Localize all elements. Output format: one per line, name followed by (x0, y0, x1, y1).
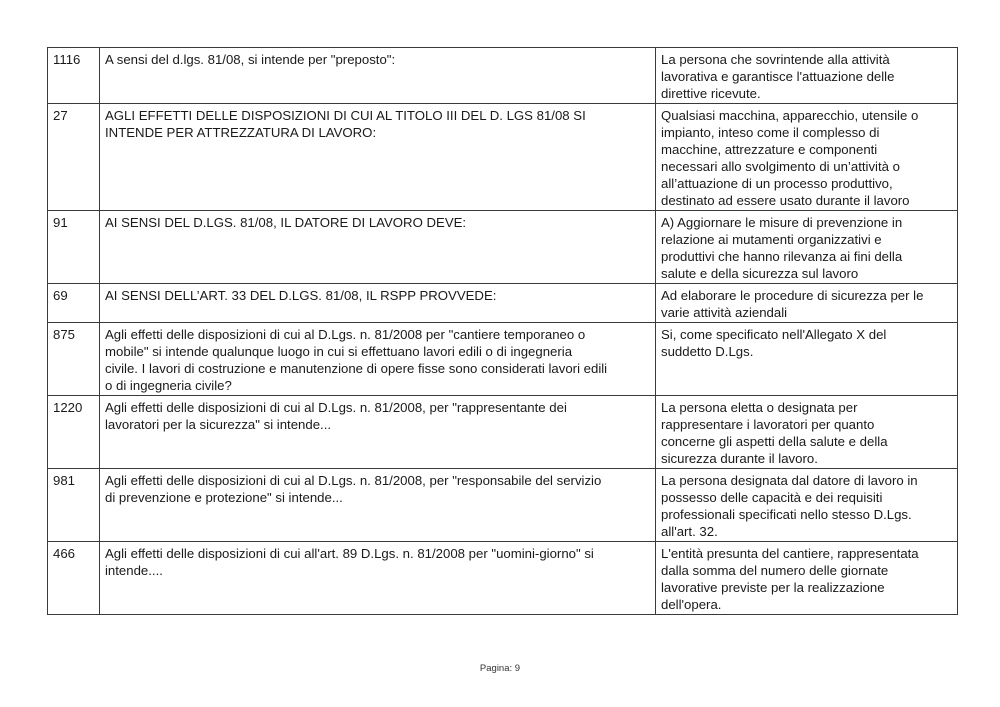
question-id-cell: 1220 (48, 396, 100, 469)
question-id-cell: 27 (48, 104, 100, 211)
table-row (48, 396, 958, 469)
answer-cell: La persona che sovrintende alla attività lavorativa e garantisce l'attuazione delle direttive ricevute. (656, 48, 958, 104)
quiz-table (47, 47, 958, 615)
table-row (48, 323, 958, 396)
answer-cell: La persona eletta o designata per rappresentare i lavoratori per quanto concerne gli aspetti della salute e della sicurezza durante il lavoro. (656, 396, 958, 469)
question-cell: Agli effetti delle disposizioni di cui al D.Lgs. n. 81/2008 per "cantiere temporaneo o mobile" si intende qualunque luogo in cui si effettuano lavori edili o di ingegneria civile. I lavori di costruzione e manutenzione di opere fisse sono considerati lavori edili o di ingegneria civile? (100, 323, 656, 396)
answer-cell: L'entità presunta del cantiere, rappresentata dalla somma del numero delle giornate lavorative previste per la realizzazione dell'opera. (656, 542, 958, 615)
question-id-cell: 91 (48, 211, 100, 284)
question-id-cell: 466 (48, 542, 100, 615)
question-id-cell: 69 (48, 284, 100, 323)
question-cell: Agli effetti delle disposizioni di cui al D.Lgs. n. 81/2008, per "rappresentante dei lavoratori per la sicurezza" si intende... (100, 396, 656, 469)
answer-cell: A) Aggiornare le misure di prevenzione in relazione ai mutamenti organizzativi e produttivi che hanno rilevanza ai fini della salute e della sicurezza sul lavoro (656, 211, 958, 284)
answer-cell: Qualsiasi macchina, apparecchio, utensile o impianto, inteso come il complesso di macchine, attrezzature e componenti necessari allo svolgimento di un’attività o all’attuazione di un processo produttivo, destinato ad essere usato durante il lavoro (656, 104, 958, 211)
question-cell: AI SENSI DELL’ART. 33 DEL D.LGS. 81/08, IL RSPP PROVVEDE: (100, 284, 656, 323)
answer-cell: Ad elaborare le procedure di sicurezza per le varie attività aziendali (656, 284, 958, 323)
question-cell: Agli effetti delle disposizioni di cui all'art. 89 D.Lgs. n. 81/2008 per "uomini-giorno" si intende.... (100, 542, 656, 615)
question-cell: Agli effetti delle disposizioni di cui al D.Lgs. n. 81/2008, per "responsabile del servizio di prevenzione e protezione" si intende... (100, 469, 656, 542)
question-cell: A sensi del d.lgs. 81/08, si intende per "preposto": (100, 48, 656, 104)
page-number: Pagina: 9 (479, 663, 521, 674)
question-cell: AI SENSI DEL D.LGS. 81/08, IL DATORE DI LAVORO DEVE: (100, 211, 656, 284)
table-row (48, 284, 958, 323)
answer-cell: La persona designata dal datore di lavoro in possesso delle capacità e dei requisiti professionali specificati nello stesso D.Lgs. all'art. 32. (656, 469, 958, 542)
table-row (48, 211, 958, 284)
table-row (48, 469, 958, 542)
answer-cell: Si, come specificato nell'Allegato X del suddetto D.Lgs. (656, 323, 958, 396)
question-id-cell: 1116 (48, 48, 100, 104)
question-cell: AGLI EFFETTI DELLE DISPOSIZIONI DI CUI AL TITOLO III DEL D. LGS 81/08 SI INTENDE PER ATTREZZATURA DI LAVORO: (100, 104, 656, 211)
question-id-cell: 981 (48, 469, 100, 542)
table-row (48, 104, 958, 211)
table-row (48, 542, 958, 615)
table-row (48, 48, 958, 104)
question-id-cell: 875 (48, 323, 100, 396)
